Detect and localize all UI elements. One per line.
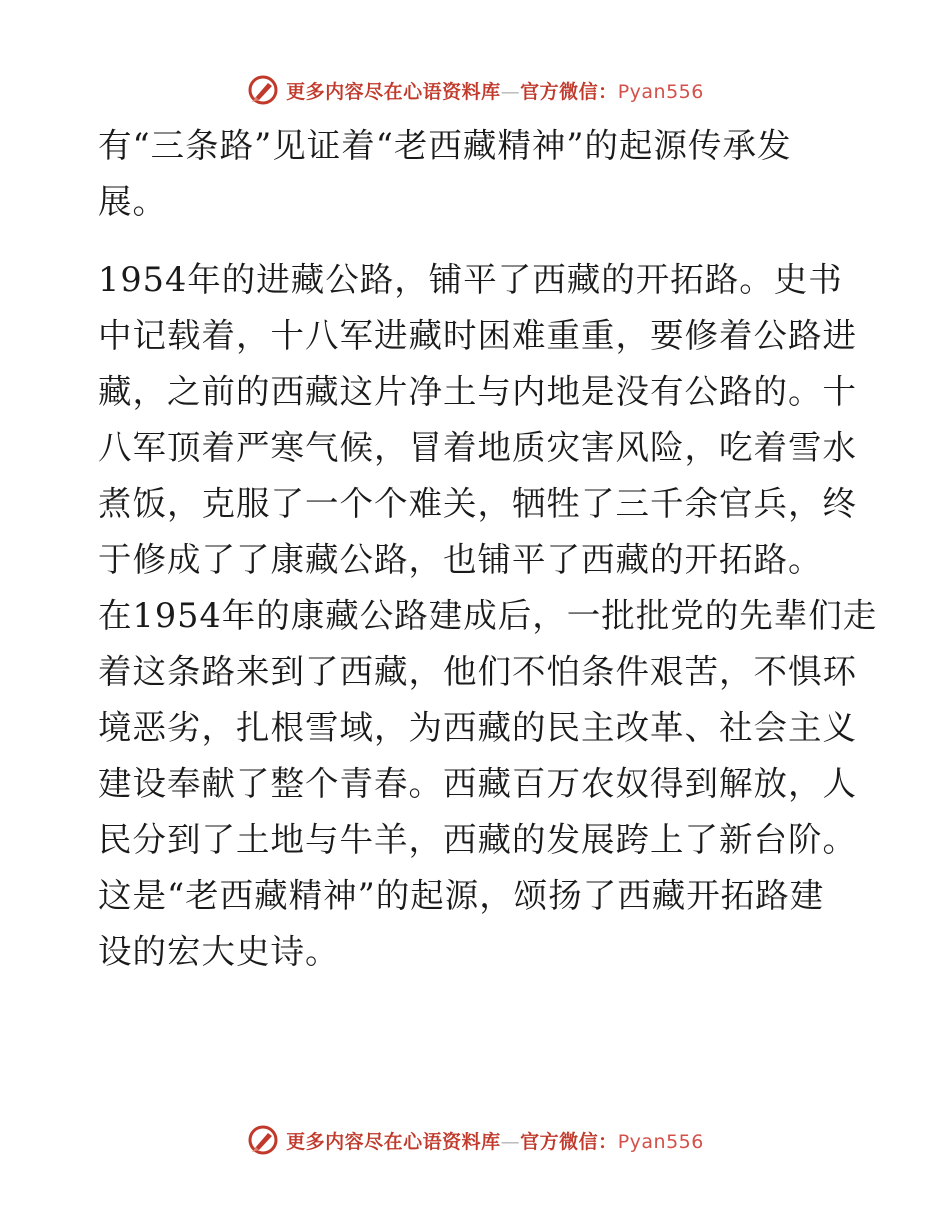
watermark-text: 更多内容尽在心语资料库—官方微信：Pyan556 [286, 80, 704, 103]
text-line: 1954年的进藏公路，铺平了西藏的开拓路。史书 [98, 260, 843, 299]
text-line: 藏，之前的西藏这片净土与内地是没有公路的。十 [98, 372, 857, 411]
text-line: 这是“老西藏精神”的起源，颂扬了西藏开拓路建 [98, 876, 825, 915]
text-line: 八军顶着严寒气候，冒着地质灾害风险，吃着雪水 [98, 428, 857, 467]
pen-logo-icon [246, 73, 280, 107]
footer-watermark [0, 1120, 950, 1160]
text-line: 着这条路来到了西藏，他们不怕条件艰苦，不惧环 [98, 652, 857, 691]
text-line: 境恶劣，扎根雪域，为西藏的民主改革、社会主义 [98, 708, 857, 747]
text-line: 于修成了了康藏公路，也铺平了西藏的开拓路。 [98, 540, 823, 579]
text-line: 中记载着，十八军进藏时困难重重，要修着公路进 [98, 316, 857, 355]
text-line: 建设奉献了整个青春。西藏百万农奴得到解放，人 [98, 764, 857, 803]
document-body [98, 118, 878, 980]
pen-logo-icon [246, 1123, 280, 1157]
text-line: 有“三条路”见证着“老西藏精神”的起源传承发 [98, 126, 792, 165]
text-line: 煮饭，克服了一个个难关，牺牲了三千余官兵，终 [98, 484, 857, 523]
watermark-text: 更多内容尽在心语资料库—官方微信：Pyan556 [286, 1130, 704, 1153]
text-line: 展。 [98, 182, 167, 221]
text-line: 设的宏大史诗。 [98, 932, 340, 971]
header-watermark [0, 70, 950, 110]
text-line: 民分到了土地与牛羊，西藏的发展跨上了新台阶。 [98, 820, 857, 859]
text-line: 在1954年的康藏公路建成后，一批批党的先辈们走 [98, 596, 878, 635]
